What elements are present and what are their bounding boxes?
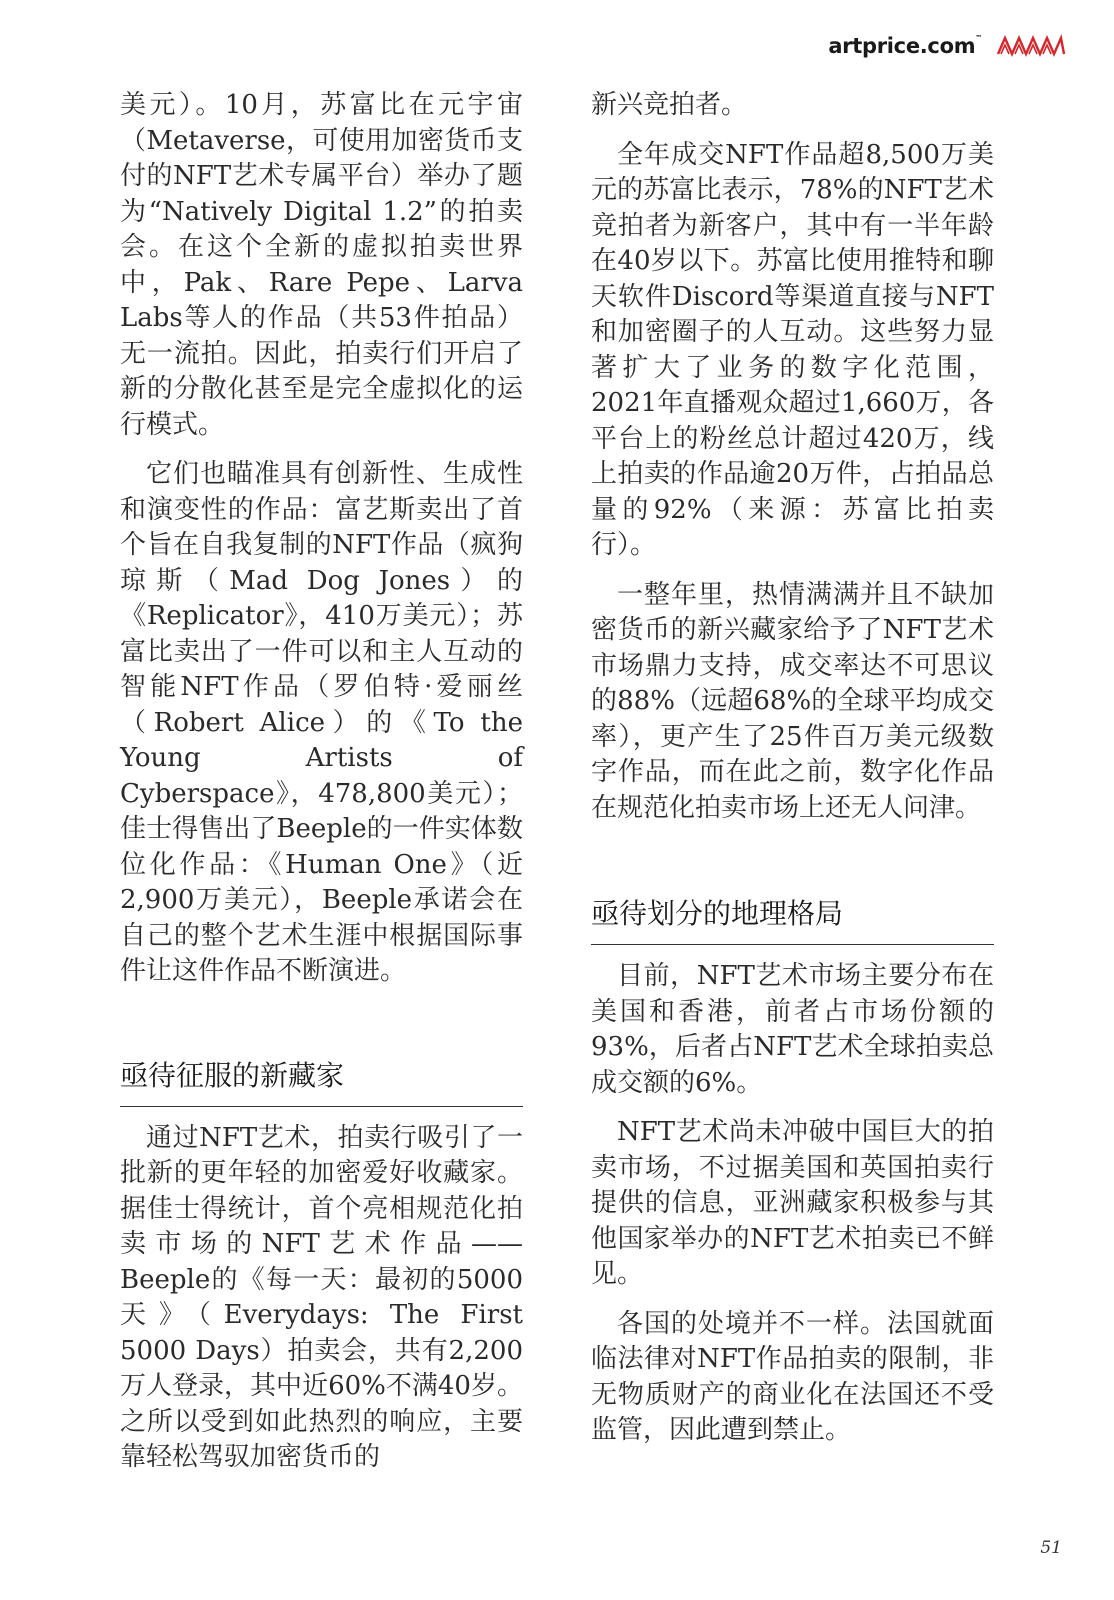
paragraph: 新兴竞拍者。: [591, 90, 748, 120]
brand-name: artprice.com™: [828, 34, 982, 58]
page-number: 51: [1040, 1538, 1062, 1558]
paragraph: 目前，NFT艺术市场主要分布在美国和香港，前者占市场份额的93%，后者占NFT艺术全球拍卖总成交额的6%。: [591, 961, 994, 1098]
left-column: [120, 88, 523, 1490]
paragraph: 通过NFT艺术，拍卖行吸引了一批新的更年轻的加密爱好收藏家。据佳士得统计，首个亮相规范化拍卖市场的NFT艺术作品——Beeple的《每一天：最初的5000天》（Everydays: The First 5000 Days）拍卖会，共有2,200万人登录，其中近60%不满40岁。之所以受到如此热烈的响应，主要靠轻松驾驭加密货币的: [120, 1122, 523, 1472]
brand-header: [828, 34, 1066, 58]
artmarket-zigzag-logo-icon: [996, 34, 1066, 58]
paragraph: 全年成交NFT作品超8,500万美元的苏富比表示，78%的NFT艺术竞拍者为新客户，其中有一半年龄在40岁以下。苏富比使用推特和聊天软件Discord等渠道直接与NFT和加密圈子的人互动。这些努力显著扩大了业务的数字化范围，2021年直播观众超过1,660万，各平台上的粉丝总计超过420万，线上拍卖的作品逾20万件，占拍品总量的92%（来源：苏富比拍卖行）。: [591, 139, 994, 560]
paragraph: 各国的处境并不一样。法国就面临法律对NFT作品拍卖的限制，非无物质财产的商业化在法国还不受监管，因此遭到禁止。: [591, 1308, 994, 1445]
paragraph: NFT艺术尚未冲破中国巨大的拍卖市场，不过据美国和英国拍卖行提供的信息，亚洲藏家积极参与其他国家举办的NFT艺术拍卖已不鲜见。: [591, 1117, 994, 1289]
paragraph: 它们也瞄准具有创新性、生成性和演变性的作品：富艺斯卖出了首个旨在自我复制的NFT作品（疯狗琼斯（Mad Dog Jones）的《Replicator》，410万美元）；苏富比卖出了一件可以和主人互动的智能NFT作品（罗伯特·爱丽丝（Robert Alice）的《To the Young Artists of Cyberspace》，478,800美元）；佳士得售出了Beeple的一件实体数位化作品：《Human One》（近2,900万美元），Beeple承诺会在自己的整个艺术生涯中根据国际事件让这件作品不断演进。: [120, 459, 523, 986]
paragraph: 美元）。10月，苏富比在元宇宙（Metaverse，可使用加密货币支付的NFT艺术专属平台）举办了题为“Natively Digital 1.2”的拍卖会。在这个全新的虚拟拍卖世界中，Pak、Rare Pepe、Larva Labs等人的作品（共53件拍品）无一流拍。因此，拍卖行们开启了新的分散化甚至是完全虚拟化的运行模式。: [120, 90, 523, 440]
section-heading: 亟待征服的新藏家: [120, 1054, 523, 1107]
paragraph: 一整年里，热情满满并且不缺加密货币的新兴藏家给予了NFT艺术市场鼎力支持，成交率达不可思议的88%（远超68%的全球平均成交率），更产生了25件百万美元级数字作品，而在此之前，数字化作品在规范化拍卖市场上还无人问津。: [591, 579, 994, 823]
section-heading: 亟待划分的地理格局: [591, 892, 994, 945]
right-column: [591, 88, 994, 1463]
